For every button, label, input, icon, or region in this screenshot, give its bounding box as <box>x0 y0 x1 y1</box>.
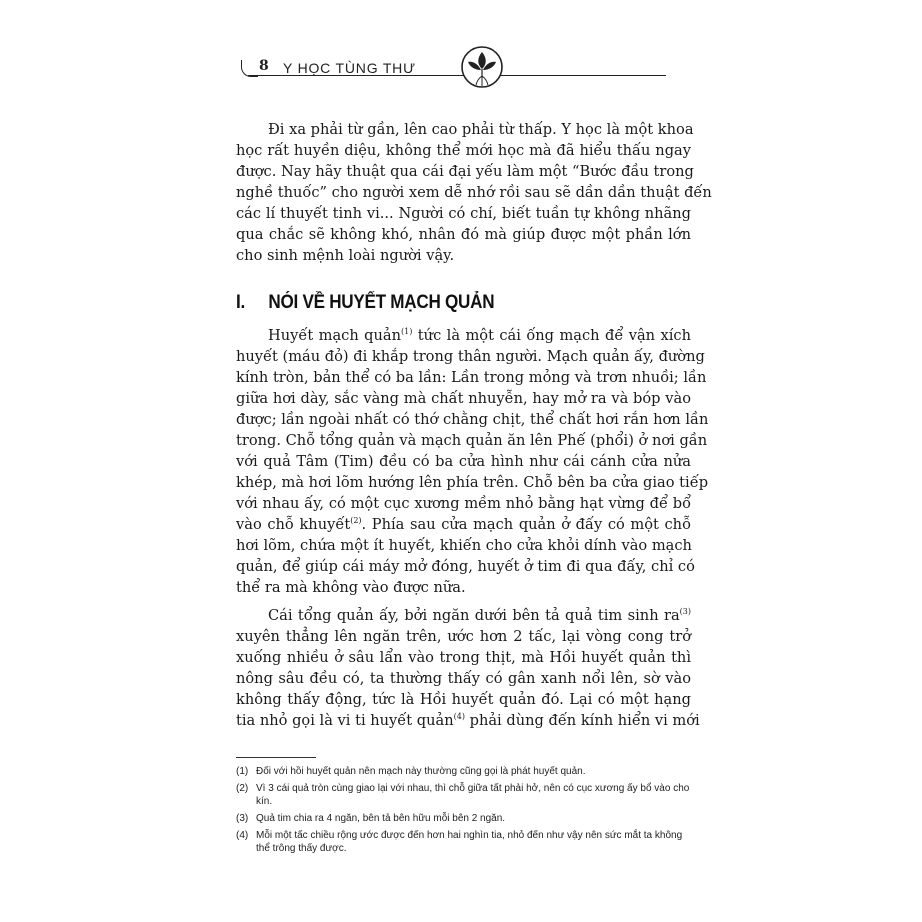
footnote <box>236 829 696 855</box>
text-line: cho sinh mệnh loài người vậy. <box>236 247 455 264</box>
footnote-ref: (3) <box>679 607 691 617</box>
text-span: phải dùng đến kính hiển vi mới <box>464 712 700 729</box>
text-line <box>236 605 691 626</box>
text-line: với nhau ấy, có một cục xương mềm nhỏ bằng hạt vừng để bổ <box>236 495 691 512</box>
footnote-number: (2) <box>236 783 249 794</box>
footnote-ref: (2) <box>350 516 362 526</box>
footnote-number: (1) <box>236 766 249 777</box>
text-line: được. Nay hãy thuật qua cái đại yếu làm một “Bước đầu trong <box>236 163 694 180</box>
body-paragraph-1 <box>236 325 709 598</box>
footnotes <box>236 765 696 859</box>
text-line: Đi xa phải từ gần, lên cao phải từ thấp. Y học là một khoa <box>268 121 694 138</box>
text-line: xuyên thẳng lên ngăn trên, ước hơn 2 tấc, lại vòng cong trở <box>236 628 691 645</box>
text-line: với quả Tâm (Tim) đều có ba cửa hình như cái cánh cửa nửa <box>236 453 691 470</box>
text-line: không thấy động, tức là Hồi huyết quản đó. Lại có một hạng <box>236 691 691 708</box>
text-span: tức là một cái ống mạch để vận xích <box>412 327 691 344</box>
text-line: kính tròn, bản thể có ba lần: Lần trong mỏng và trơn nhuồi; lần <box>236 369 707 386</box>
text-line: trong. Chỗ tổng quản và mạch quản ăn lên Phế (phổi) ở nơi gần <box>236 432 708 449</box>
text-line: giữa hơi dày, sắc vàng mà chất nhuyễn, hay mở ra và bóp vào <box>236 390 691 407</box>
footnote-rule <box>236 757 316 758</box>
text-span: vào chỗ khuyết <box>236 516 351 533</box>
text-line: được; lần ngoài nhất có thớ chằng chịt, thể chất hơi rắn hơn lần <box>236 411 709 428</box>
text-span: Huyết mạch quản <box>268 327 402 344</box>
book-title: Y HỌC TÙNG THƯ <box>283 60 416 76</box>
footnote-text: Vì 3 cái quả tròn cùng giao lại với nhau, thì chỗ giữa tất phải hở, nên có cục xương ấy bổ vào cho kín. <box>256 783 690 807</box>
text-line: học rất huyền diệu, không thể mới học mà đã hiểu thấu ngay <box>236 142 691 159</box>
text-line: xuống nhiều ở sâu lẩn vào trong thịt, mà Hồi huyết quản thì <box>236 649 691 666</box>
intro-paragraph <box>236 119 712 266</box>
footnote <box>236 765 696 778</box>
footnote-ref: (4) <box>453 712 465 722</box>
page-number: 8 <box>259 58 269 74</box>
text-line: thể ra mà không vào được nữa. <box>236 579 466 596</box>
text-line: huyết (máu đỏ) đi khắp trong thân người. Mạch quản ấy, đường <box>236 348 705 365</box>
text-line: hơi lõm, chứa một ít huyết, khiến cho cửa khỏi dính vào mạch <box>236 537 692 554</box>
text-line: nghề thuốc” cho người xem dễ nhớ rồi sau sẽ dần dần thuật đến <box>236 184 712 201</box>
text-line: nông sâu đều có, ta thường thấy có gân xanh nổi lên, sờ vào <box>236 670 691 687</box>
section-heading <box>236 292 494 314</box>
footnote-text: Quả tim chia ra 4 ngăn, bên tả bên hữu mỗi bên 2 ngăn. <box>256 813 506 824</box>
text-span: Cái tổng quản ấy, bởi ngăn dưới bên tả quả tim sinh ra <box>268 607 680 624</box>
text-line <box>236 710 700 731</box>
herb-emblem-icon <box>460 45 504 89</box>
text-line: khép, mà hơi lõm hướng lên phía trên. Chỗ bên ba cửa giao tiếp <box>236 474 709 491</box>
section-title: NÓI VỀ HUYẾT MẠCH QUẢN <box>268 292 495 313</box>
text-line: các lí thuyết tinh vi... Người có chí, biết tuần tự không nhãng <box>236 205 691 222</box>
footnote-text: Đối với hồi huyết quản nên mạch này thường cũng gọi là phát huyết quản. <box>256 766 586 777</box>
text-line <box>236 325 691 346</box>
footnote-number: (3) <box>236 813 249 824</box>
footnote <box>236 782 696 808</box>
body-paragraph-2 <box>236 605 700 731</box>
text-line: quản, để giúp cái máy mở đóng, huyết ở tim đi qua đấy, chỉ có <box>236 558 695 575</box>
footnote-text: Mỗi một tấc chiều rộng ước được đến hơn hai nghìn tia, nhỏ đến như vậy nên sức mắt ta không thể trông thấy được. <box>256 830 683 854</box>
section-number: I. <box>236 292 245 313</box>
text-line: qua chắc sẽ không khó, nhân đó mà giúp được một phần lớn <box>236 226 691 243</box>
footnote-number: (4) <box>236 830 249 841</box>
text-line <box>236 514 691 535</box>
footnote <box>236 812 696 825</box>
text-span: . Phía sau cửa mạch quản ở đấy có một chỗ <box>361 516 691 533</box>
text-span: tia nhỏ gọi là vi ti huyết quản <box>236 712 454 729</box>
footnote-ref: (1) <box>401 327 413 337</box>
